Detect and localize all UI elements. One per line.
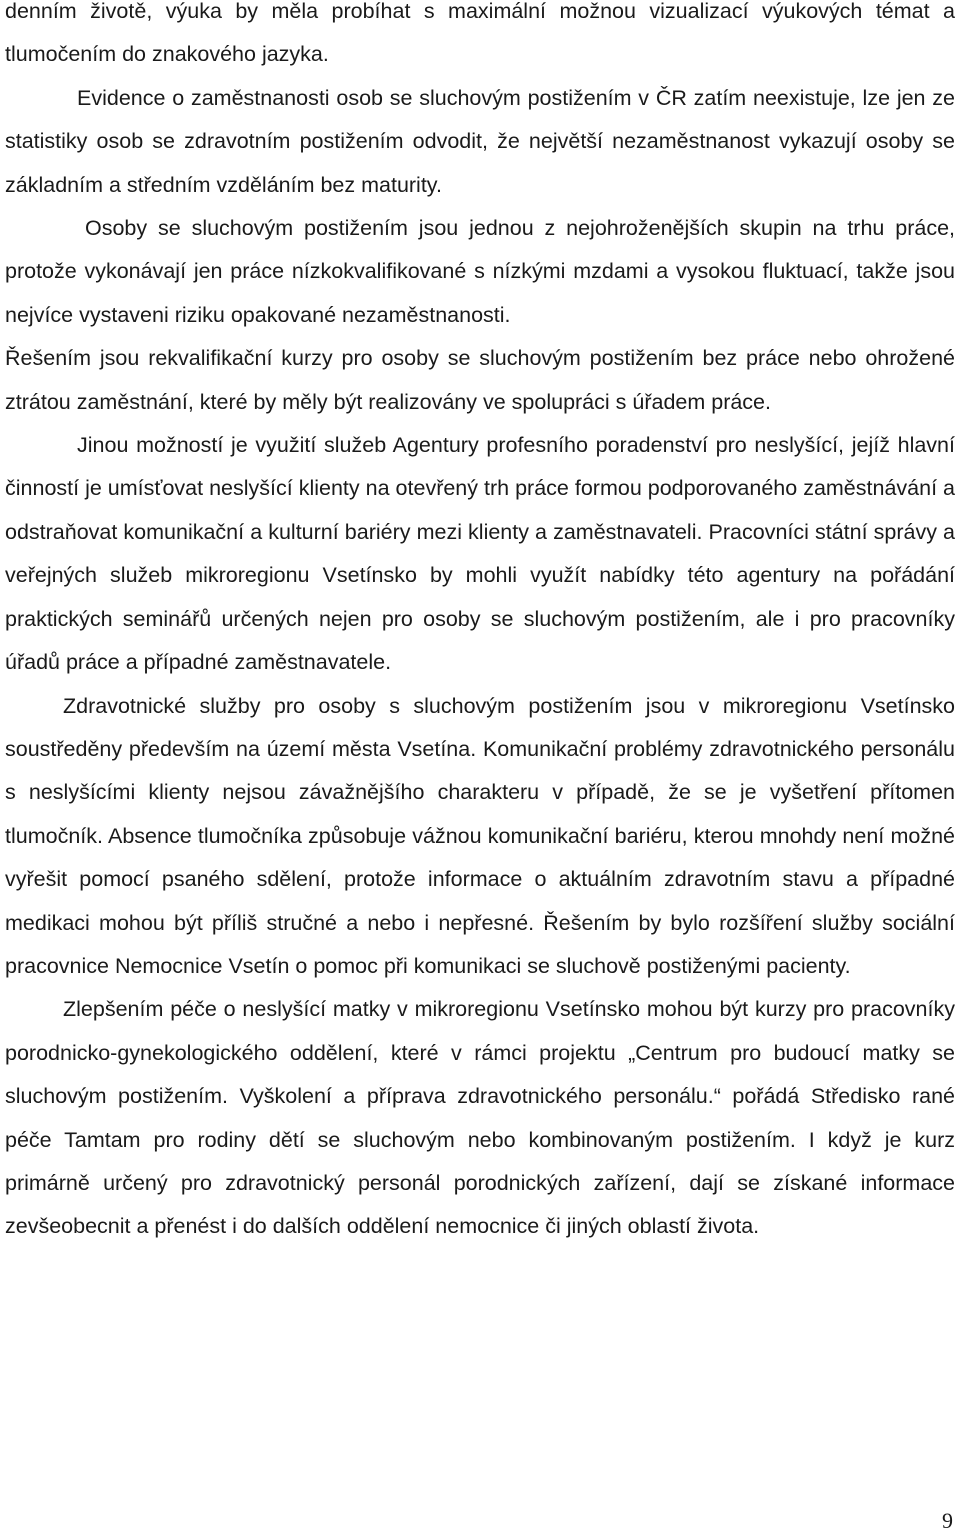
paragraph-requalification: Řešením jsou rekvalifikační kurzy pro osoby se sluchovým postižením bez práce nebo ohrožené ztrátou zaměstnání, které by měly být realizovány ve spolupráci s úřadem práce. [5,346,955,414]
paragraph-mothers-care: Zlepšením péče o neslyšící matky v mikroregionu Vsetínsko mohou být kurzy pro pracovníky porodnicko-gynekologického oddělení, které v rámci projektu „Centrum pro budoucí matky se sluchovým postižením. Vyškolení a příprava zdravotnického personálu.“ pořádá Středisko rané péče Tamtam pro rodiny dětí se sluchovým nebo kombinovaným postižením. I když je kurz primárně určený pro zdravotnický personál porodnických zařízení, dají se získané informace zevšeobecnit a přenést i do dalších oddělení nemocnice či jiných oblastí života. [5,997,955,1239]
paragraph-labor-market: Osoby se sluchovým postižením jsou jednou z nejohroženějších skupin na trhu práce, protože vykonávají jen práce nízkokvalifikované s nízkými mzdami a vysokou fluktuací, takže jsou nejvíce vystaveni riziku opakované nezaměstnanosti. [5,216,955,327]
paragraph-continuation: denním životě, výuka by měla probíhat s maximální možnou vizualizací výukových témat a tlumočením do znakového jazyka. [5,0,955,67]
paragraph-health-services: Zdravotnické služby pro osoby s sluchovým postižením jsou v mikroregionu Vsetínsko soustředěny především na území města Vsetína. Komunikační problémy zdravotnického personálu s neslyšícími klienty nejsou závažnějšího charakteru v případě, že se je vyšetření přítomen tlumočník. Absence tlumočníka způsobuje vážnou komunikační bariéru, kterou mnohdy není možné vyřešit pomocí psaného sdělení, protože informace o aktuálním zdravotním stavu a případné medikaci mohou být příliš stručné a nebo i nepřesné. Řešením by bylo rozšíření služby sociální pracovnice Nemocnice Vsetín o pomoc při komunikaci se sluchově postiženými pacienty. [5,693,955,978]
paragraph-employment-evidence: Evidence o zaměstnanosti osob se sluchovým postižením v ČR zatím neexistuje, lze jen ze statistiky osob se zdravotním postižením odvodit, že největší nezaměstnanost vykazují osoby se základním a středním vzděláním bez maturity. [5,85,955,197]
page-number: 9 [942,1508,953,1533]
paragraph-agency: Jinou možností je využití služeb Agentury profesního poradenství pro neslyšící, jejíž hlavní činností je umísťovat neslyšící klienty na otevřený trh práce formou podporovaného zaměstnávání a odstraňovat komunikační a kulturní bariéry mezi klienty a zaměstnavateli. Pracovníci státní správy a veřejných služeb mikroregionu Vsetínsko by mohli využít nabídky této agentury na pořádání praktických seminářů určených nejen pro osoby se sluchovým postižením, ale i pro pracovníky úřadů práce a případné zaměstnavatele. [5,433,955,675]
document-page [5,0,955,1249]
